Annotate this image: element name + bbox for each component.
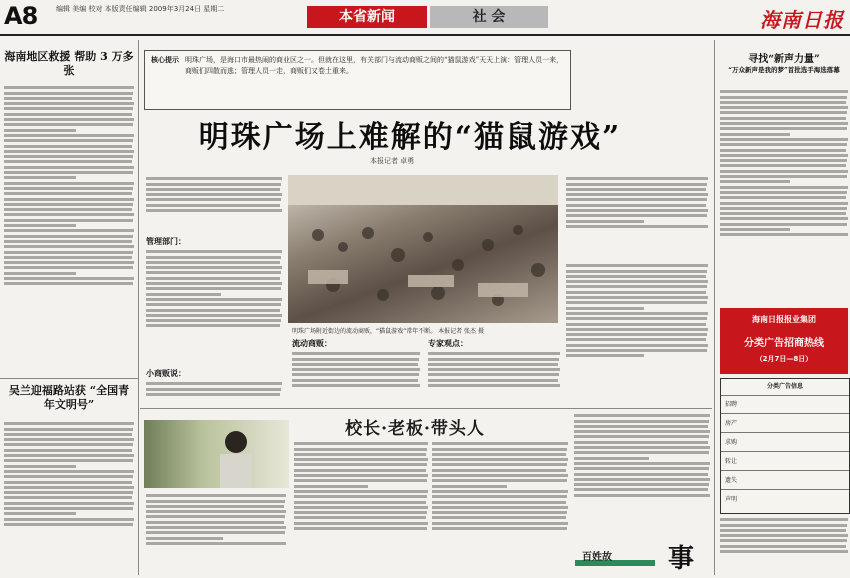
right-bottom-body <box>720 516 848 574</box>
table-row: 房产 <box>721 416 849 433</box>
newspaper-masthead: 海南日报 <box>760 8 844 32</box>
column-tag: 百姓故 <box>582 552 612 563</box>
section-tab-primary: 本省新闻 <box>307 6 427 28</box>
left-article-1-body <box>4 84 134 374</box>
left-headline-2: 吴兰迎福路站获 “全国青年文明号” <box>8 384 130 411</box>
main-subhead-3: 专家观点： <box>428 338 468 348</box>
feature-portrait <box>144 420 289 488</box>
table-row: 遗失 <box>721 473 849 490</box>
ad-line-2: 分类广告招商热线 <box>744 338 824 349</box>
page-number: A8 <box>4 2 38 30</box>
table-row: 招聘 <box>721 397 849 414</box>
table-header: 分类广告信息 <box>721 379 849 396</box>
lead-box <box>144 50 571 110</box>
lead-label: 核心提示 <box>151 56 179 64</box>
left-article-2-body <box>4 420 134 572</box>
column-rule-right <box>714 40 715 575</box>
main-story-body-5 <box>566 262 708 404</box>
right-headline: 寻找“新声力量” <box>748 54 820 65</box>
main-headline: 明珠广场上难解的“猫鼠游戏” <box>198 120 622 155</box>
feature-body-3 <box>432 440 568 574</box>
header-meta: 编辑 美编 校对 本版责任编辑 2009年3月24日 星期二 <box>56 5 225 13</box>
right-article-body <box>720 88 848 302</box>
main-subhead-2: 流动商贩： <box>292 338 332 348</box>
feature-body-1 <box>146 492 286 572</box>
column-rule-left <box>138 40 139 575</box>
classified-table <box>720 378 850 514</box>
main-story-body-2 <box>146 248 282 364</box>
person-photo <box>144 420 289 488</box>
photo-caption: 明珠广场附近街边的流动商贩，“猫鼠游戏”常年不断。 本报记者 张杰 摄 <box>292 328 484 335</box>
byline: 本报记者 卓勇 <box>370 157 415 165</box>
left-column-divider <box>0 378 138 379</box>
market-crowd-image <box>288 175 558 323</box>
ad-line-1: 海南日报报业集团 <box>752 315 816 324</box>
feature-body-2 <box>294 440 428 574</box>
table-row: 求购 <box>721 435 849 452</box>
main-story-body-6 <box>292 350 420 404</box>
main-story-body-1 <box>146 175 282 231</box>
column-tag-large: 事 <box>668 544 695 574</box>
table-row: 声明 <box>725 496 738 503</box>
table-row: 转让 <box>721 454 849 471</box>
news-photo <box>288 175 558 323</box>
right-subheadline: “万众新声是我的梦”首批选手海选落幕 <box>728 66 840 74</box>
main-story-body-4 <box>566 175 708 255</box>
main-subhead-1: 管理部门： <box>146 236 186 246</box>
main-feature-divider <box>140 408 712 409</box>
main-story-body-7 <box>428 350 560 404</box>
classified-ad-banner <box>720 308 848 374</box>
left-headline-1: 海南地区救援 帮助 3 万多张 <box>4 50 134 77</box>
section-tab-secondary: 社 会 <box>430 6 548 28</box>
feature-headline: 校长·老板·带头人 <box>345 419 485 439</box>
feature-body-4 <box>574 412 710 534</box>
main-subhead-4: 小商贩说： <box>146 368 186 378</box>
lead-text: 明珠广场，是海口市最热闹的商业区之一。但就在这里，有关部门与流动商贩之间的“猫鼠游戏”天天上演：管理人员一来，商贩们四散而逃；管理人员一走，商贩们又卷土重来。 <box>185 56 564 75</box>
ad-line-3: （2月7日—8日） <box>755 355 813 363</box>
main-story-body-3 <box>146 380 282 404</box>
